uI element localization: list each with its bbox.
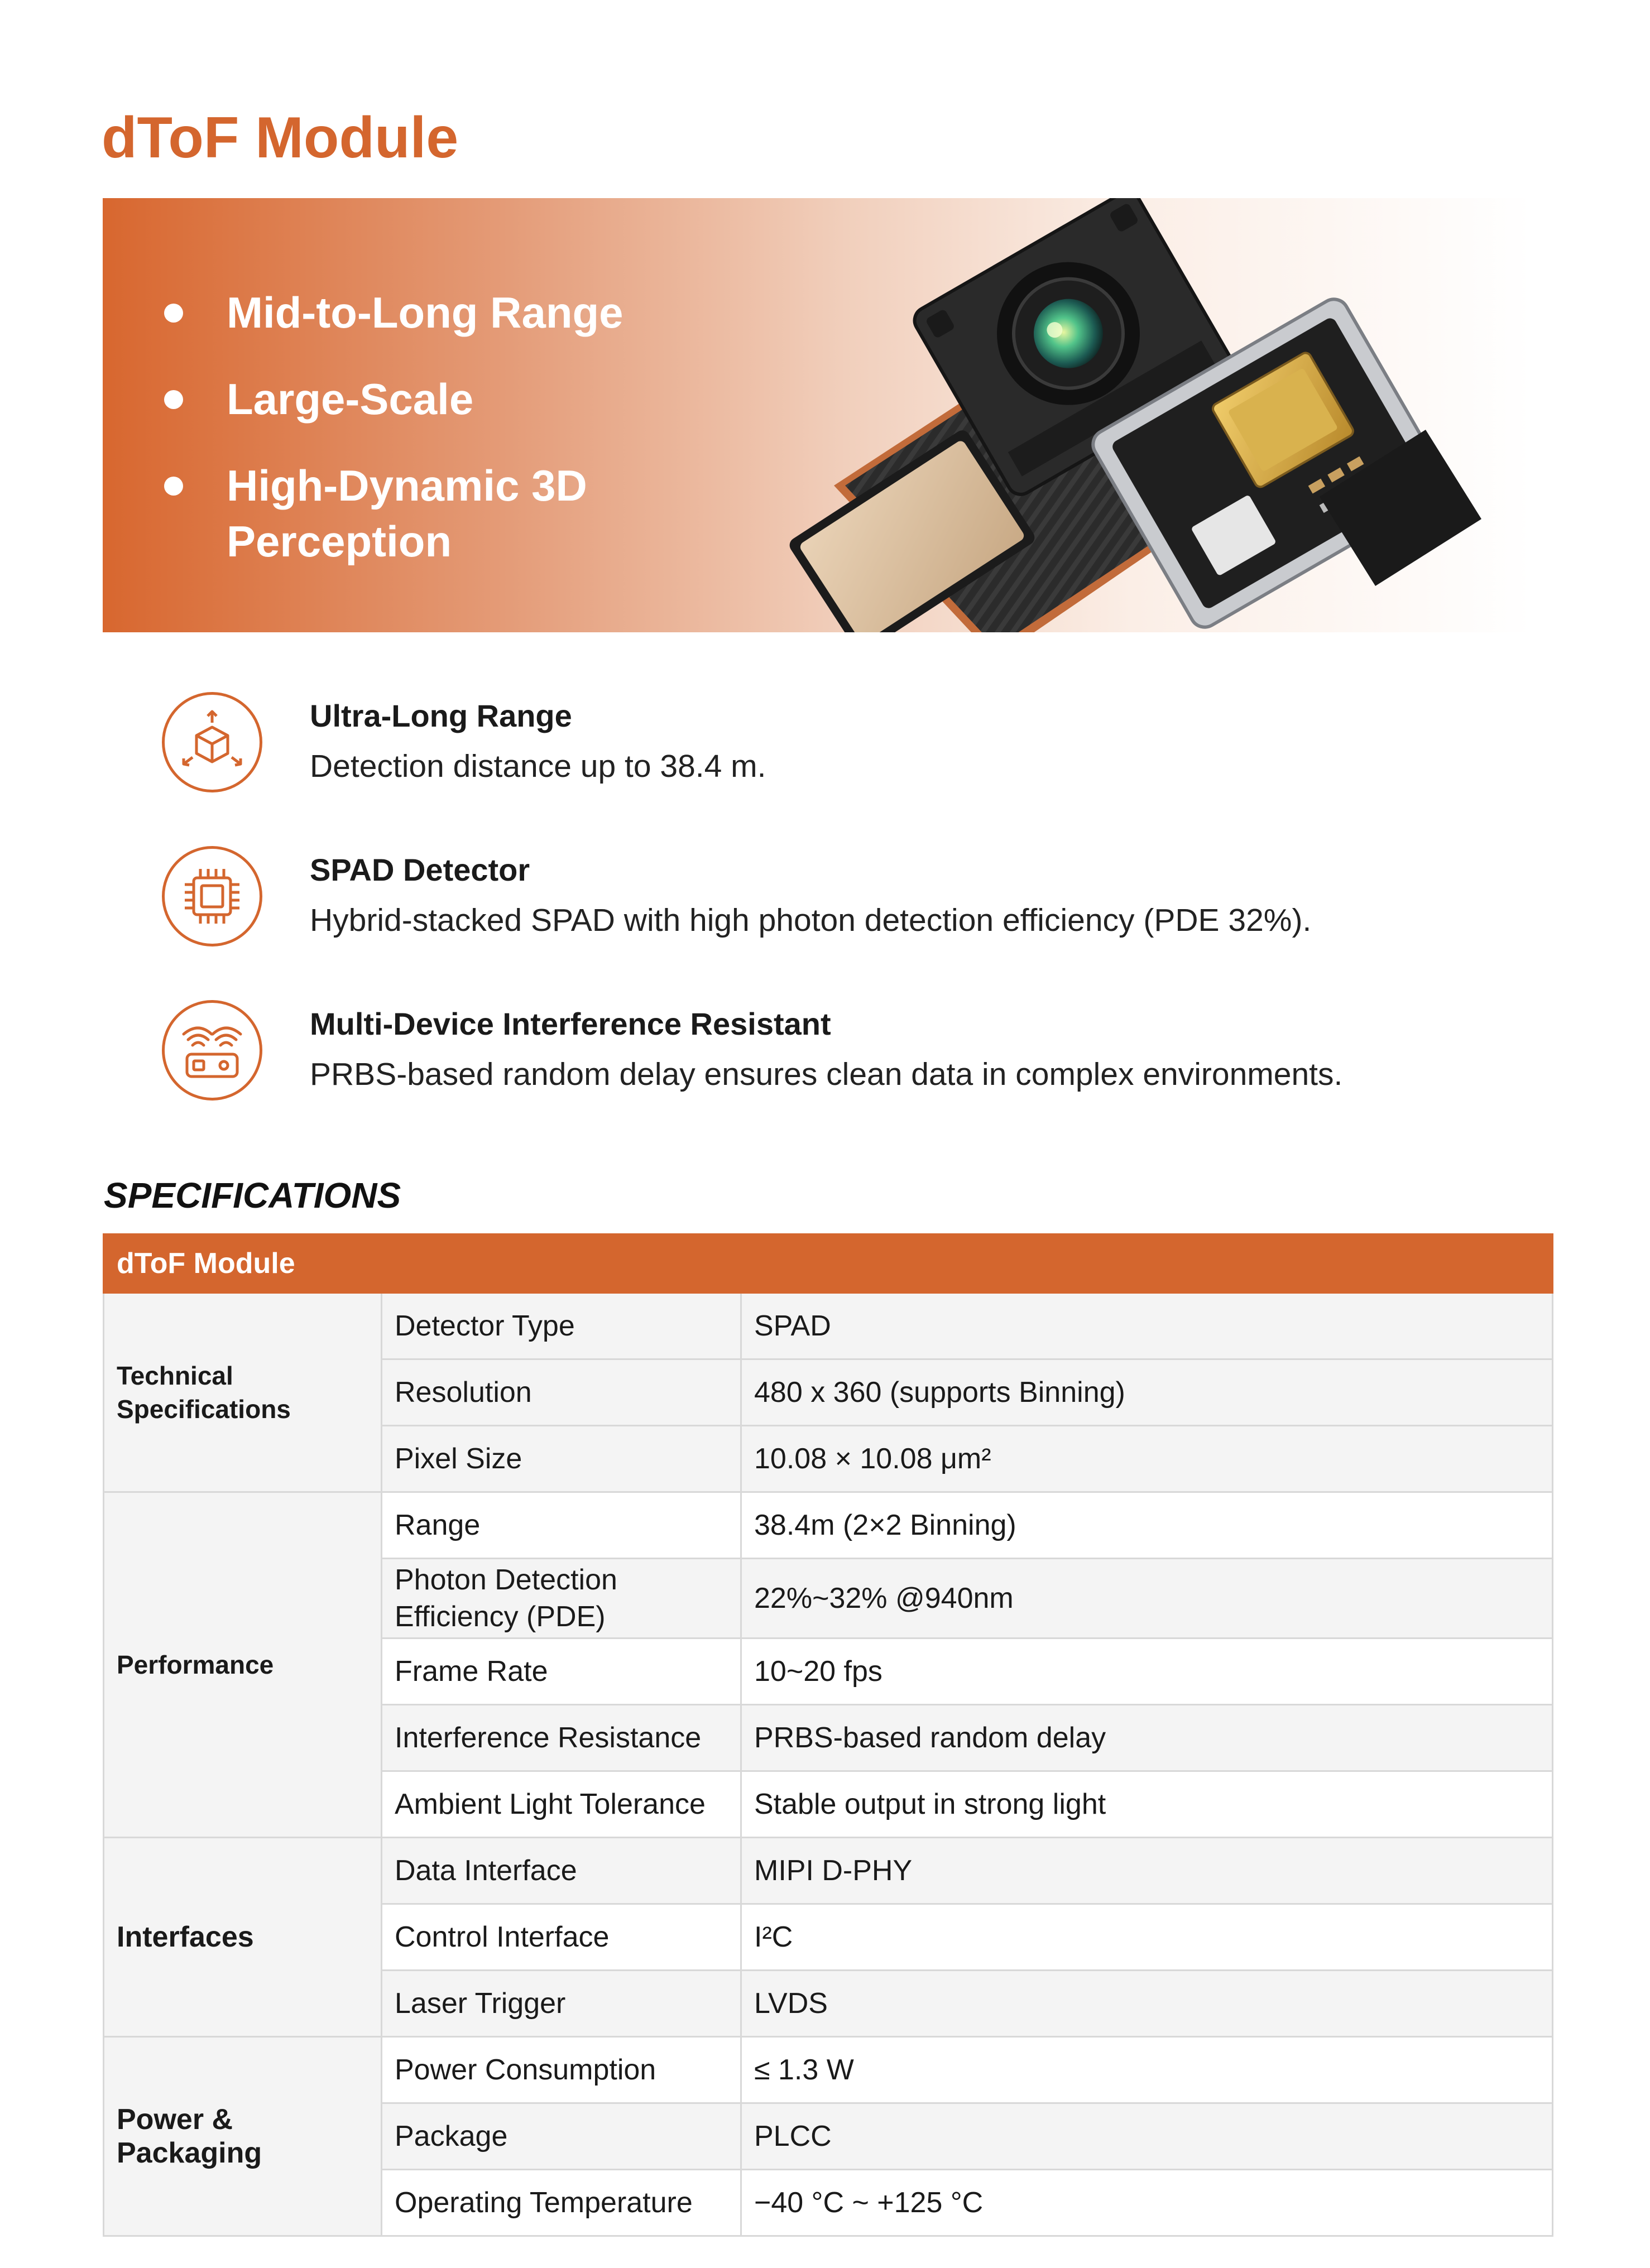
bullet-icon (164, 304, 183, 323)
value-cell: I²C (741, 1904, 1553, 1971)
hero-banner (103, 198, 1532, 632)
value-cell: 38.4m (2×2 Binning) (741, 1492, 1553, 1559)
parameter-cell: Operating Temperature (382, 2170, 741, 2236)
parameter-cell: Pixel Size (382, 1426, 741, 1492)
parameter-cell: Control Interface (382, 1904, 741, 1971)
highlight-item: Mid-to-Long Range (164, 285, 684, 340)
signal-device-icon (162, 1000, 262, 1101)
feature-description: PRBS-based random delay ensures clean data in complex environments. (310, 1056, 1343, 1092)
parameter-cell: Package (382, 2103, 741, 2170)
parameter-cell: Laser Trigger (382, 1971, 741, 2037)
parameter-cell: Frame Rate (382, 1638, 741, 1705)
parameter-cell: Range (382, 1492, 741, 1559)
table-row (104, 1838, 1553, 1904)
parameter-cell: Interference Resistance (382, 1705, 741, 1771)
cube-arrows-icon (162, 692, 262, 792)
category-cell: Technical Specifications (104, 1293, 382, 1492)
value-cell: SPAD (741, 1293, 1553, 1359)
highlight-item: High-Dynamic 3D Perception (164, 458, 684, 569)
table-header: dToF Module (104, 1234, 1553, 1293)
feature-description: Detection distance up to 38.4 m. (310, 748, 766, 784)
feature-title: Multi-Device Interference Resistant (310, 1006, 831, 1041)
highlight-item: Large-Scale (164, 371, 684, 427)
highlight-list (164, 285, 684, 600)
feature-title: SPAD Detector (310, 852, 530, 887)
dtof-module-image (784, 198, 1532, 632)
parameter-cell: Detector Type (382, 1293, 741, 1359)
feature-description: Hybrid-stacked SPAD with high photon detection efficiency (PDE 32%). (310, 902, 1312, 938)
specifications-table (103, 1233, 1553, 2237)
value-cell: PLCC (741, 2103, 1553, 2170)
value-cell: MIPI D-PHY (741, 1838, 1553, 1904)
category-cell: Interfaces (104, 1838, 382, 2037)
value-cell: 22%~32% @940nm (741, 1559, 1553, 1638)
feature-interference-resistant (162, 1000, 1502, 1112)
chip-icon (162, 846, 262, 946)
value-cell: PRBS-based random delay (741, 1705, 1553, 1771)
page-title: dToF Module (102, 105, 459, 170)
value-cell: 480 x 360 (supports Binning) (741, 1359, 1553, 1426)
value-cell: LVDS (741, 1971, 1553, 2037)
feature-ultra-long-range (162, 692, 1502, 804)
value-cell: −40 °C ~ +125 °C (741, 2170, 1553, 2236)
value-cell: Stable output in strong light (741, 1771, 1553, 1838)
value-cell: 10~20 fps (741, 1638, 1553, 1705)
category-cell: Power & Packaging (104, 2037, 382, 2236)
parameter-cell: Power Consumption (382, 2037, 741, 2103)
table-row (104, 1492, 1553, 1559)
value-cell: 10.08 × 10.08 μm² (741, 1426, 1553, 1492)
table-row (104, 1293, 1553, 1359)
table-row (104, 2037, 1553, 2103)
bullet-icon (164, 477, 183, 496)
specifications-heading: SPECIFICATIONS (104, 1175, 401, 1215)
parameter-cell: Resolution (382, 1359, 741, 1426)
parameter-cell: Ambient Light Tolerance (382, 1771, 741, 1838)
bullet-icon (164, 390, 183, 409)
feature-spad-detector (162, 846, 1502, 958)
parameter-cell: Data Interface (382, 1838, 741, 1904)
value-cell: ≤ 1.3 W (741, 2037, 1553, 2103)
category-cell: Performance (104, 1492, 382, 1838)
parameter-cell: Photon Detection Efficiency (PDE) (382, 1559, 741, 1638)
feature-title: Ultra-Long Range (310, 698, 572, 733)
